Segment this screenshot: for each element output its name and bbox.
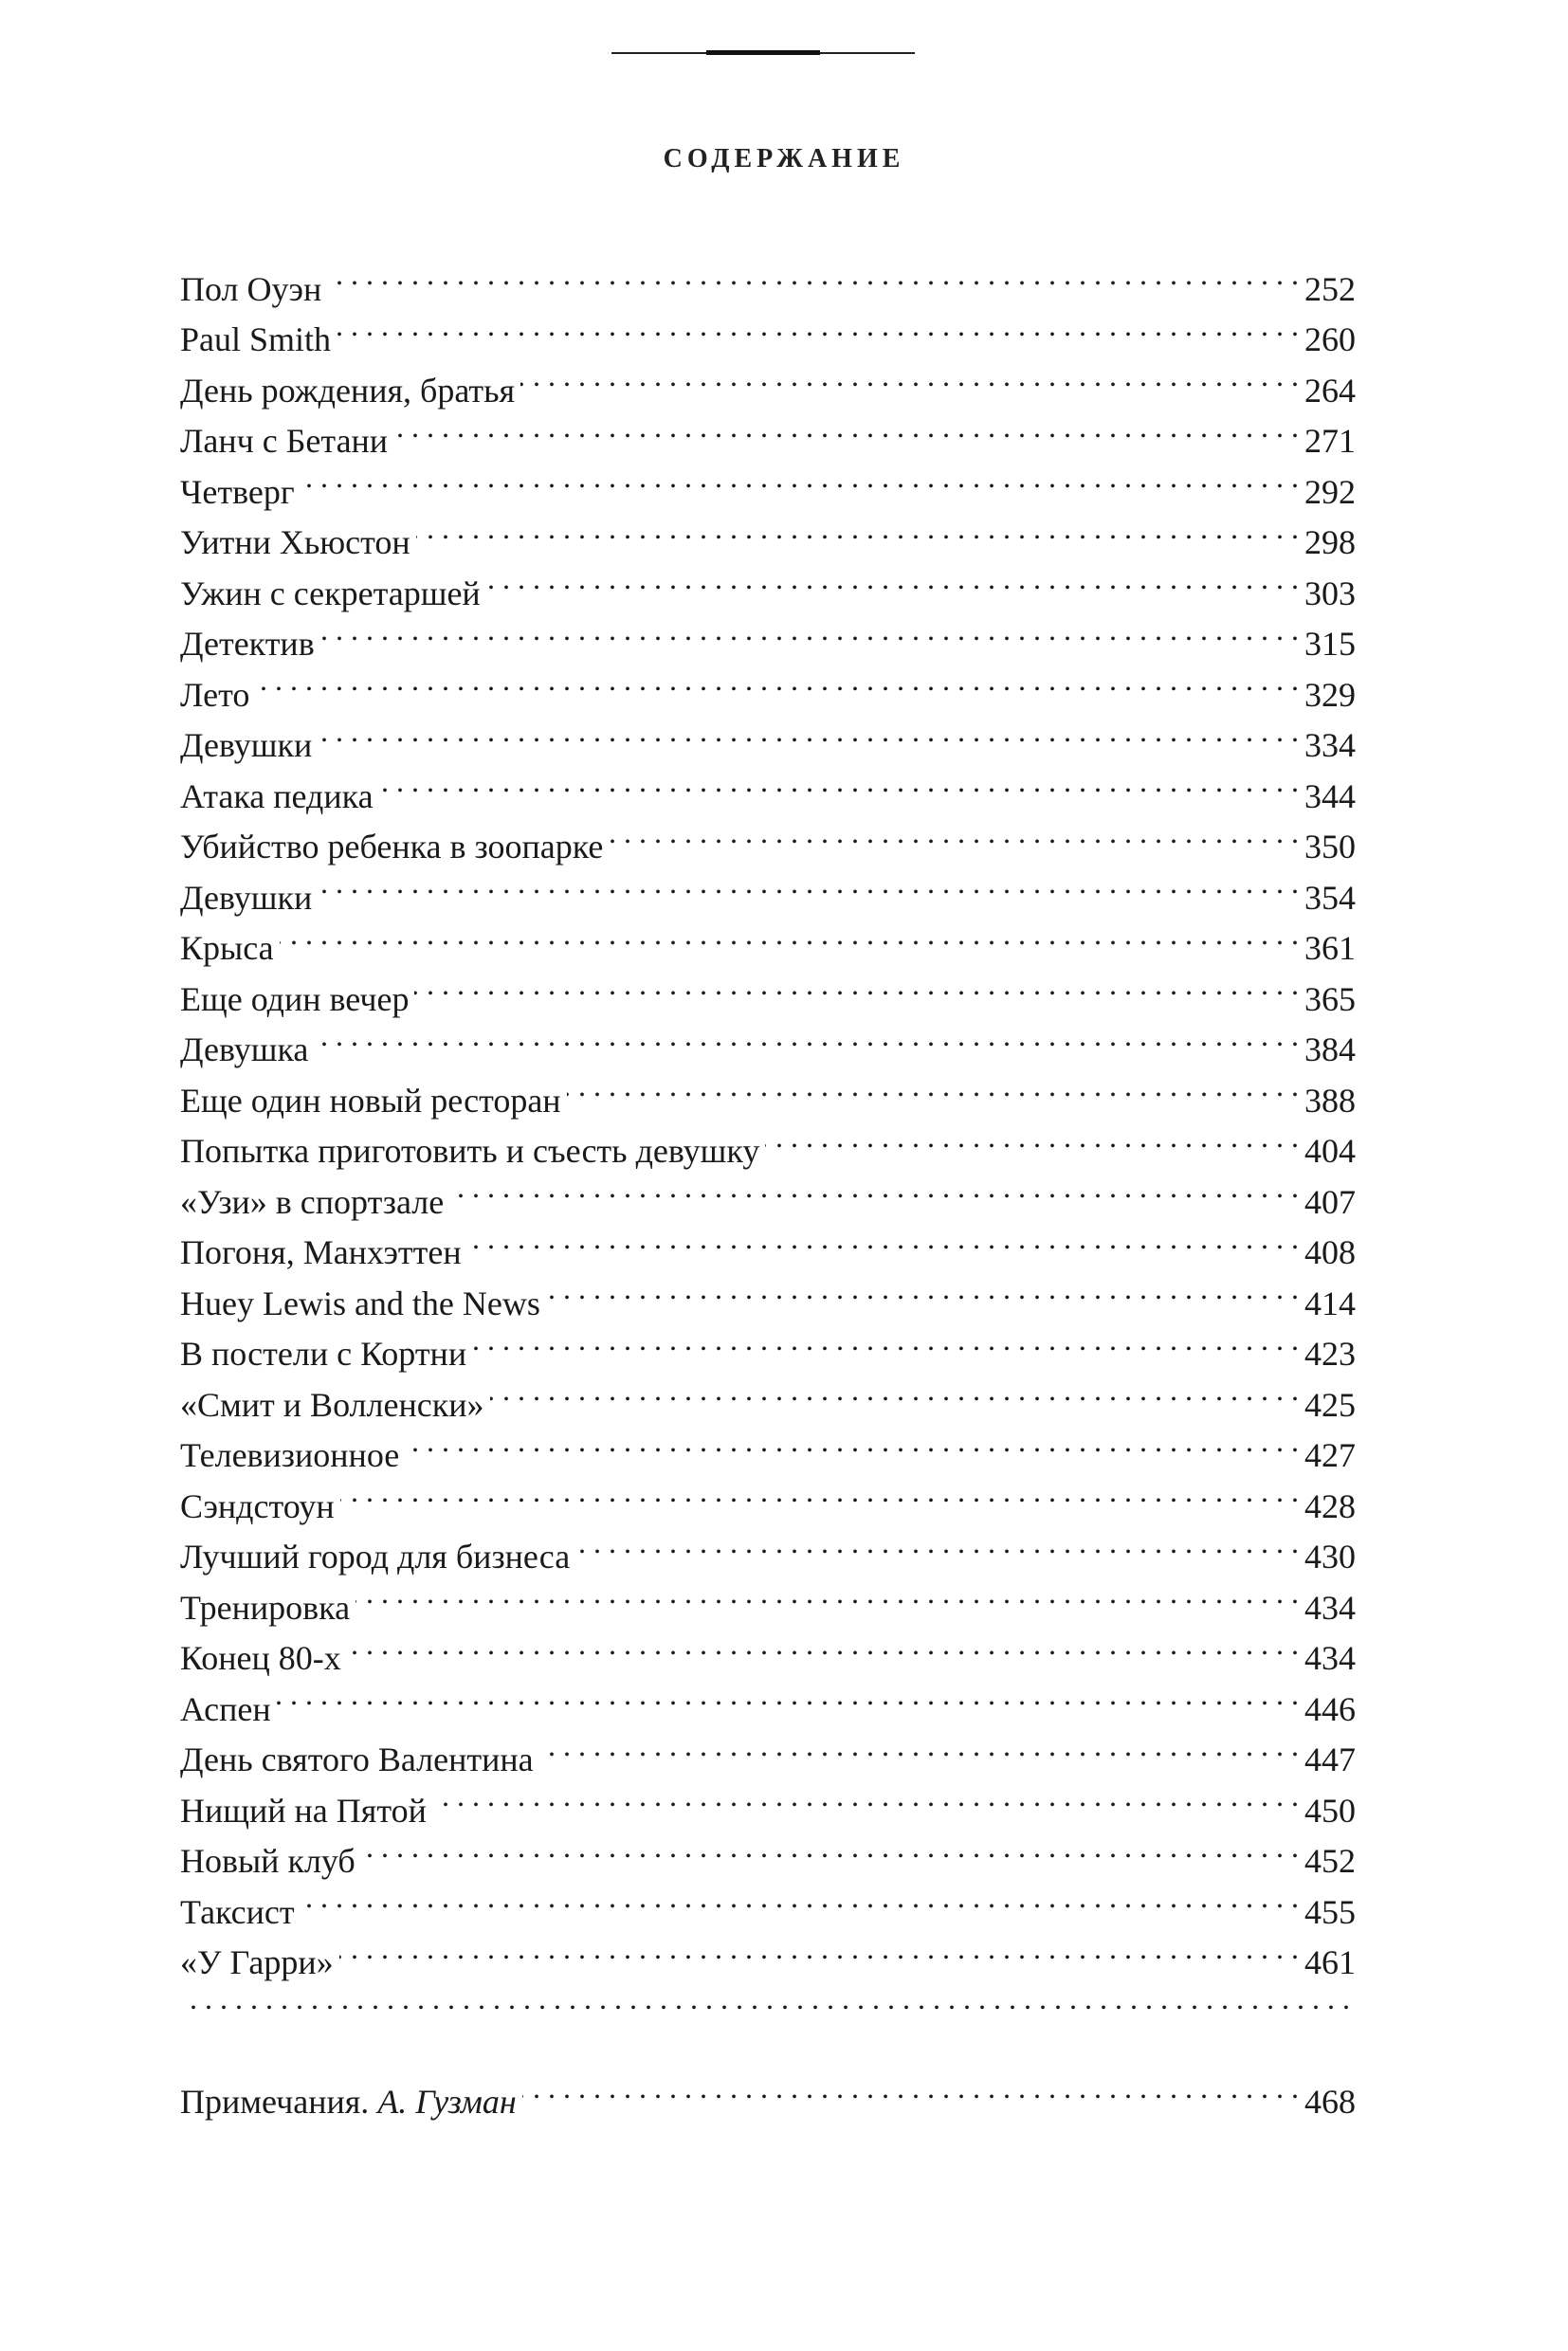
toc-entry[interactable] bbox=[180, 959, 1356, 1018]
dot-leader bbox=[414, 959, 1299, 1011]
dot-leader bbox=[339, 1923, 1299, 1975]
title-underline-accent bbox=[706, 50, 820, 55]
dot-leader bbox=[567, 1061, 1299, 1112]
toc-entry[interactable] bbox=[180, 655, 1356, 714]
toc-entry-title: Еще один новый ресторан bbox=[180, 1081, 561, 1120]
dot-leader bbox=[277, 1669, 1299, 1721]
dot-leader bbox=[575, 1518, 1299, 1569]
toc-entry[interactable] bbox=[180, 756, 1356, 815]
toc-entry-page: 455 bbox=[1304, 1892, 1356, 1931]
dot-leader bbox=[490, 1365, 1299, 1416]
toc-notes-author: А. Гузман bbox=[377, 2083, 517, 2121]
toc-entry[interactable] bbox=[180, 1061, 1356, 1120]
toc-entry-title: Новый клуб bbox=[180, 1842, 356, 1880]
dot-leader bbox=[356, 1568, 1299, 1619]
page-title: СОДЕРЖАНИЕ bbox=[663, 144, 905, 173]
dot-leader bbox=[467, 1213, 1299, 1265]
toc-entry[interactable] bbox=[180, 1923, 1356, 1981]
toc-entry-title: «Смит и Волленски» bbox=[180, 1385, 484, 1424]
toc-entry-title: Сэндстоун bbox=[180, 1486, 335, 1525]
toc-entry-page: 423 bbox=[1304, 1335, 1356, 1373]
toc-entry[interactable] bbox=[180, 452, 1356, 511]
toc-entry-title: «Узи» в спортзале bbox=[180, 1182, 445, 1221]
toc-entry[interactable] bbox=[180, 1619, 1356, 1677]
toc-entry-title: Девушка bbox=[180, 1030, 309, 1068]
toc-entry-page: 344 bbox=[1304, 776, 1356, 815]
toc-entry-title: Крыса bbox=[180, 929, 274, 967]
toc-entry-title: День рождения, братья bbox=[180, 371, 516, 410]
toc-entry-page: 384 bbox=[1304, 1030, 1356, 1068]
toc-entry-page: 292 bbox=[1304, 472, 1356, 511]
toc-entry[interactable] bbox=[180, 1669, 1356, 1728]
toc-entry[interactable] bbox=[180, 1518, 1356, 1576]
toc-entry[interactable] bbox=[180, 909, 1356, 967]
toc-entry-page: 271 bbox=[1304, 422, 1356, 460]
toc-entry-page: 329 bbox=[1304, 675, 1356, 714]
toc-entry-page: 450 bbox=[1304, 1791, 1356, 1830]
toc-entry-title: Детектив bbox=[180, 625, 315, 663]
dot-leader bbox=[347, 1619, 1299, 1670]
toc-entry-page: 461 bbox=[1304, 1943, 1356, 1981]
toc-entry-title: Paul Smith bbox=[180, 320, 332, 358]
dot-leader bbox=[379, 756, 1299, 808]
toc-entry-title: Ланч с Бетани bbox=[180, 422, 389, 460]
dot-leader bbox=[327, 249, 1299, 301]
toc-entry-title: Таксист bbox=[180, 1892, 295, 1931]
toc-entry[interactable] bbox=[180, 1568, 1356, 1627]
toc-notes-title: Примечания. bbox=[180, 2083, 370, 2121]
toc-entry[interactable] bbox=[180, 351, 1356, 410]
toc-entry-title: Лето bbox=[180, 675, 250, 714]
toc-entry[interactable] bbox=[180, 706, 1356, 764]
dot-leader bbox=[320, 605, 1299, 656]
toc-entry-title: Конец 80-х bbox=[180, 1639, 341, 1677]
toc-entry-page: 264 bbox=[1304, 371, 1356, 410]
dot-leader bbox=[405, 1416, 1299, 1467]
toc-entry-title: Пол Оуэн bbox=[180, 269, 322, 308]
toc-entry[interactable] bbox=[180, 1872, 1356, 1931]
dot-leader bbox=[255, 655, 1299, 706]
dot-leader bbox=[337, 301, 1299, 352]
toc-entry-page: 303 bbox=[1304, 574, 1356, 612]
toc-entry-page: 430 bbox=[1304, 1538, 1356, 1576]
toc-entry-page: 260 bbox=[1304, 320, 1356, 358]
toc-entry-page: 361 bbox=[1304, 929, 1356, 967]
toc-entry-page: 427 bbox=[1304, 1436, 1356, 1474]
dot-leader bbox=[280, 909, 1299, 960]
toc-entry-page: 434 bbox=[1304, 1639, 1356, 1677]
dot-leader bbox=[416, 503, 1299, 555]
toc-entry-page: 354 bbox=[1304, 878, 1356, 917]
toc-entry-title: Четверг bbox=[180, 472, 295, 511]
dot-leader bbox=[520, 351, 1299, 402]
dot-leader bbox=[765, 1112, 1299, 1163]
toc-entry[interactable] bbox=[180, 503, 1356, 561]
toc-entry-page: 298 bbox=[1304, 523, 1356, 561]
toc-entry-page: 334 bbox=[1304, 726, 1356, 764]
dot-leader bbox=[546, 1264, 1299, 1315]
toc-entry-title: Убийство ребенка в зоопарке bbox=[180, 828, 604, 866]
toc-entry-page: 365 bbox=[1304, 979, 1356, 1018]
toc-entry-title: «У Гарри» bbox=[180, 1943, 334, 1981]
toc-entry-page: 434 bbox=[1304, 1588, 1356, 1627]
toc-entry[interactable] bbox=[180, 1974, 1356, 2025]
toc-entry-page: 446 bbox=[1304, 1689, 1356, 1728]
toc-entry-page: 350 bbox=[1304, 828, 1356, 866]
title-underline bbox=[611, 52, 915, 54]
dot-leader bbox=[609, 808, 1299, 859]
toc-entry-page: 388 bbox=[1304, 1081, 1356, 1120]
dot-leader bbox=[432, 1771, 1299, 1822]
toc-entry-title: Аспен bbox=[180, 1689, 271, 1728]
toc-entry-title: Уитни Хьюстон bbox=[180, 523, 410, 561]
toc-entry-title: Нищий на Пятой bbox=[180, 1791, 427, 1830]
toc-entry-title: Еще один вечер bbox=[180, 979, 410, 1018]
toc-entry[interactable] bbox=[180, 249, 1356, 308]
dot-leader bbox=[361, 1822, 1299, 1873]
toc-entry-page: 407 bbox=[1304, 1182, 1356, 1221]
toc-entry-page: 252 bbox=[1304, 269, 1356, 308]
toc-entry-title: Девушки bbox=[180, 726, 313, 764]
dot-leader bbox=[301, 452, 1299, 503]
toc-entry-title: Лучший город для бизнеса bbox=[180, 1538, 571, 1576]
toc-notes-title-group bbox=[180, 2077, 517, 2128]
dot-leader bbox=[393, 402, 1299, 453]
dot-leader bbox=[318, 706, 1299, 757]
toc-entry[interactable] bbox=[180, 1721, 1356, 1778]
toc-entry-page: 447 bbox=[1304, 1740, 1356, 1778]
dot-leader bbox=[472, 1315, 1299, 1366]
toc-entry-title: Huey Lewis and the News bbox=[180, 1284, 540, 1322]
toc-entry[interactable] bbox=[180, 605, 1356, 663]
toc-entry-page: 425 bbox=[1304, 1385, 1356, 1424]
toc-entry-page: 414 bbox=[1304, 1284, 1356, 1322]
page-header bbox=[0, 144, 1568, 174]
toc-entry-title: Погоня, Манхэттен bbox=[180, 1233, 462, 1271]
toc-entry-title: Телевизионное bbox=[180, 1436, 400, 1474]
toc-entry-title: Атака педика bbox=[180, 776, 374, 815]
dot-leader bbox=[314, 1011, 1299, 1062]
toc-notes-page: 468 bbox=[1304, 2083, 1356, 2121]
toc-entry-notes[interactable] bbox=[180, 2063, 1356, 2121]
toc-entry-title: В постели с Кортни bbox=[180, 1335, 467, 1373]
toc-entry-title: Ужин с секретаршей bbox=[180, 574, 481, 612]
toc-entry-page: 404 bbox=[1304, 1132, 1356, 1170]
dot-leader bbox=[186, 1974, 1350, 2025]
toc-entry-title: Тренировка bbox=[180, 1588, 351, 1627]
toc-entry-page: 315 bbox=[1304, 625, 1356, 663]
toc-entry-page: 428 bbox=[1304, 1486, 1356, 1525]
toc-entry-page: 452 bbox=[1304, 1842, 1356, 1880]
toc-entry[interactable] bbox=[180, 1011, 1356, 1068]
toc-entry[interactable] bbox=[180, 858, 1356, 917]
toc-entry-page: 408 bbox=[1304, 1233, 1356, 1271]
dot-leader bbox=[539, 1721, 1299, 1772]
dot-leader bbox=[486, 554, 1299, 605]
dot-leader bbox=[449, 1162, 1299, 1213]
toc-entry-title: Девушки bbox=[180, 878, 313, 917]
dot-leader bbox=[340, 1467, 1299, 1518]
dot-leader bbox=[318, 858, 1299, 909]
toc-entry[interactable] bbox=[180, 1467, 1356, 1525]
dot-leader bbox=[301, 1872, 1299, 1923]
dot-leader bbox=[522, 2063, 1299, 2114]
toc-entry[interactable] bbox=[180, 301, 1356, 358]
toc-entry-title: Попытка приготовить и съесть девушку bbox=[180, 1132, 760, 1170]
table-of-contents bbox=[180, 249, 1356, 2121]
toc-entry-title: День святого Валентина bbox=[180, 1740, 534, 1778]
